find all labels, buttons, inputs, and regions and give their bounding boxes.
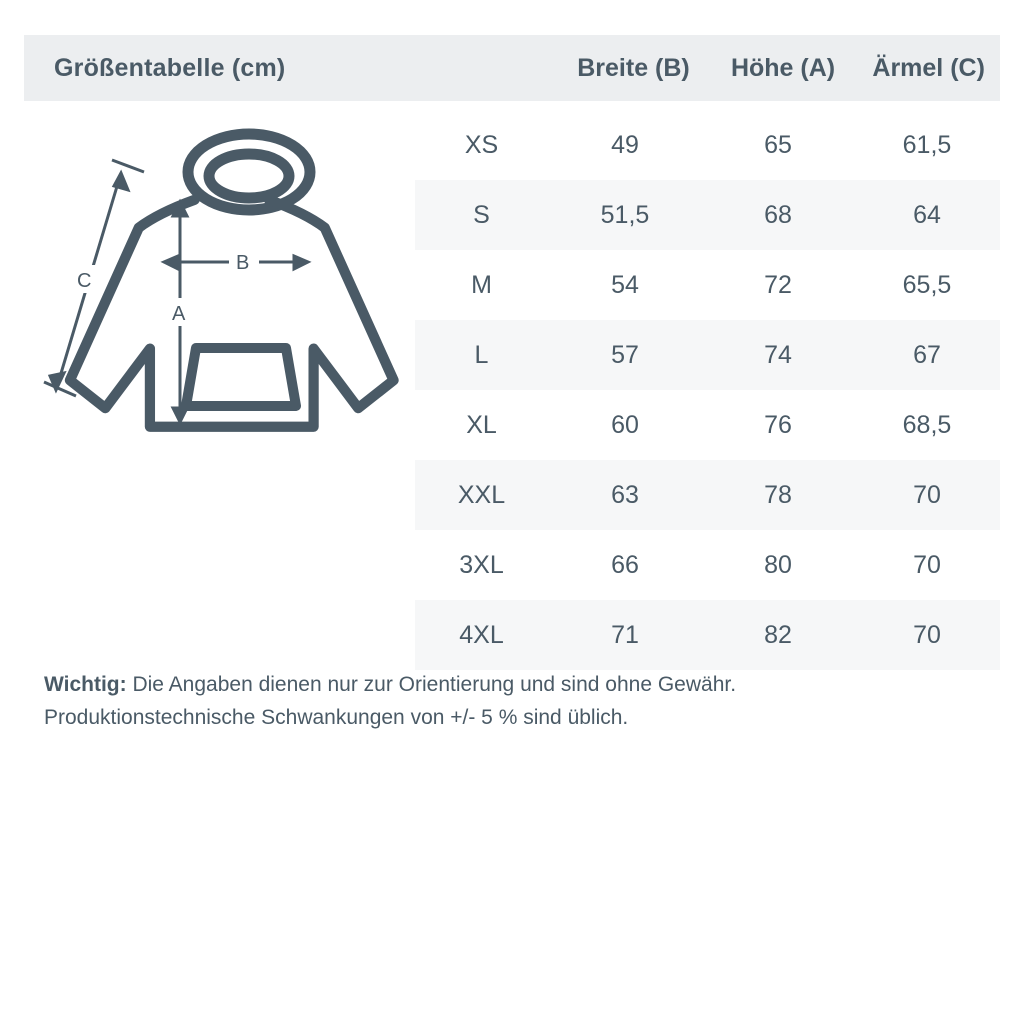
- cell-height: 68: [764, 200, 792, 229]
- cell-width: 49: [611, 130, 639, 159]
- label-c: C: [77, 270, 92, 292]
- label-a: A: [172, 303, 186, 325]
- cell-size: XL: [466, 410, 497, 439]
- cell-height: 74: [764, 340, 792, 369]
- column-header-sleeve: Ärmel (C): [872, 53, 985, 82]
- cell-width: 57: [611, 340, 639, 369]
- cell-width: 63: [611, 480, 639, 509]
- label-b: B: [236, 252, 250, 274]
- column-header-width: Breite (B): [577, 53, 690, 82]
- table-header-row: [24, 35, 1000, 101]
- cell-sleeve: 68,5: [902, 410, 952, 439]
- table-row: [415, 320, 1000, 390]
- table-row: [415, 110, 1000, 180]
- column-header-height: Höhe (A): [730, 53, 836, 82]
- cell-size: M: [471, 270, 492, 299]
- table-row: [415, 180, 1000, 250]
- cell-height: 80: [764, 550, 792, 579]
- cell-size: XXL: [457, 480, 506, 509]
- table-row: [415, 530, 1000, 600]
- table-row: [415, 460, 1000, 530]
- cell-width: 60: [611, 410, 639, 439]
- cell-sleeve: 61,5: [902, 130, 952, 159]
- size-table: [415, 110, 1000, 670]
- cell-height: 76: [764, 410, 792, 439]
- cell-sleeve: 70: [913, 620, 941, 649]
- cell-size: 3XL: [459, 550, 504, 579]
- table-row: [415, 600, 1000, 670]
- cell-size: L: [474, 340, 489, 369]
- cell-height: 72: [764, 270, 792, 299]
- table-row: [415, 250, 1000, 320]
- cell-height: 65: [764, 130, 792, 159]
- note-line-2: Produktionstechnische Schwankungen von +/- 5 % sind üblich.: [44, 706, 629, 729]
- table-row: [415, 390, 1000, 460]
- cell-sleeve: 65,5: [902, 270, 952, 299]
- note-line-1: Die Angaben dienen nur zur Orientierung und sind ohne Gewähr.: [126, 673, 737, 696]
- hoodie-illustration: [24, 110, 414, 670]
- cell-width: 66: [611, 550, 639, 579]
- cell-height: 82: [764, 620, 792, 649]
- cell-sleeve: 64: [913, 200, 941, 229]
- disclaimer-note: [44, 668, 984, 734]
- cell-width: 51,5: [600, 200, 650, 229]
- cell-sleeve: 70: [913, 480, 941, 509]
- cell-sleeve: 67: [913, 340, 941, 369]
- page-title: Größentabelle (cm): [54, 53, 286, 82]
- cell-width: 71: [611, 620, 639, 649]
- cell-width: 54: [611, 270, 639, 299]
- cell-size: XS: [464, 130, 499, 159]
- cell-size: S: [473, 200, 490, 229]
- cell-sleeve: 70: [913, 550, 941, 579]
- cell-height: 78: [764, 480, 792, 509]
- cell-size: 4XL: [459, 620, 504, 649]
- note-bold-label: Wichtig:: [44, 673, 127, 696]
